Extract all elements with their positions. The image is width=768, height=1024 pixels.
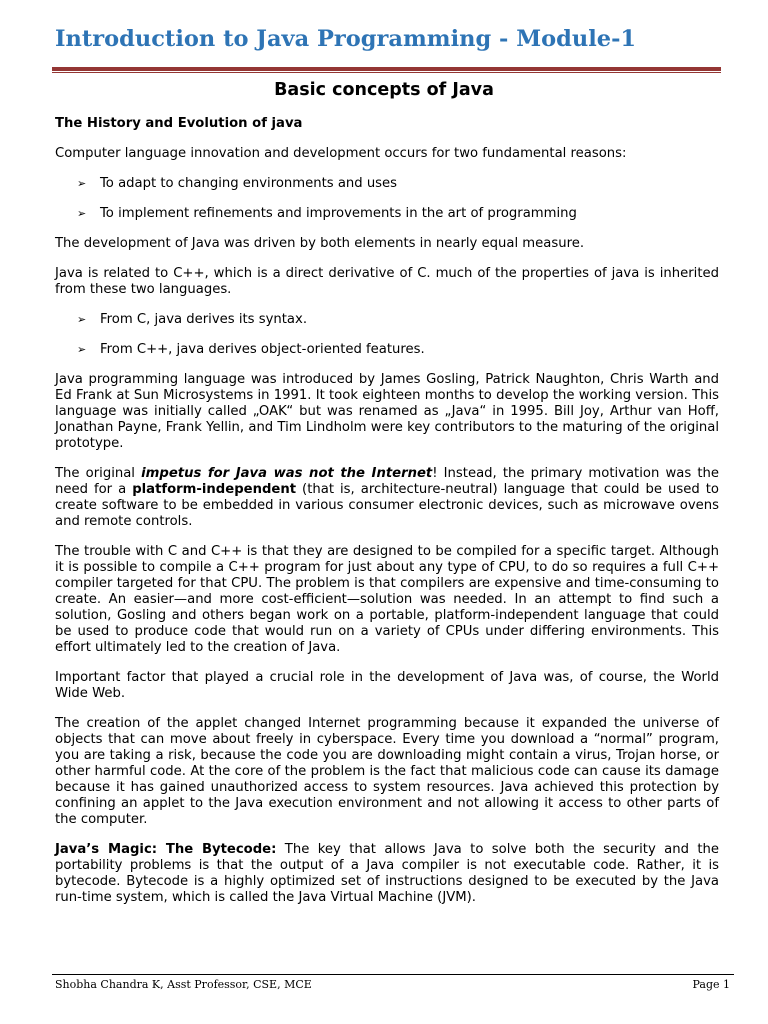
arrow-bullet-icon: ➢ xyxy=(77,313,87,326)
header-rule-thin xyxy=(52,72,721,73)
page-heading: Basic concepts of Java xyxy=(274,80,494,100)
list-item xyxy=(55,176,719,192)
paragraph: The trouble with C and C++ is that they are designed to be compiled for a specific target. Although it is possible to compile a C++ program for just about any type of CPU, to do so requires a full C++ compiler targeted for that CPU. The problem is that compilers are expensive and time-consuming to create. An easier—and more cost-efficient—solution was needed. In an attempt to find such a solution, Gosling and others began work on a portable, platform-independent language that could be used to produce code that would run on a variety of CPUs under differing environments. This effort ultimately led to the creation of Java. xyxy=(55,544,719,655)
text-run: (that is, architecture-neutral) language that could be used to create software to be embedded in various consumer electronic devices, such as microwave ovens and remote controls. xyxy=(55,482,720,529)
paragraph: Computer language innovation and development occurs for two fundamental reasons: xyxy=(55,146,627,161)
text-run: The key that allows Java to solve both the security and the portability problems is that the output of a Java compiler is not executable code. Rather, it is bytecode. Bytecode is a highly optimized set of instructions designed to be executed by the Java run-time system, which is called the Java Virtual Machine (JVM). xyxy=(55,842,720,905)
paragraph: The creation of the applet changed Internet programming because it expanded the universe of objects that can move about freely in cyberspace. Every time you download a “normal” program, you are taking a risk, because the code you are downloading might contain a virus, Trojan horse, or other harmful code. At the core of the problem is the fact that malicious code can cause its damage because it has gained unauthorized access to system resources. Java achieved this protection by confining an applet to the Java execution environment and not allowing it access to other parts of the computer. xyxy=(55,716,719,827)
list-item-text: To implement refinements and improvements in the art of programming xyxy=(100,206,577,221)
arrow-bullet-icon: ➢ xyxy=(77,207,87,220)
list-item xyxy=(55,342,719,358)
arrow-bullet-icon: ➢ xyxy=(77,343,87,356)
paragraph: Java is related to C++, which is a direct derivative of C. much of the properties of java is inherited from these two languages. xyxy=(55,266,719,297)
list-item-text: From C++, java derives object-oriented features. xyxy=(100,342,425,357)
arrow-bullet-icon: ➢ xyxy=(77,177,87,190)
page-number: Page 1 xyxy=(692,978,730,991)
bold-text: platform-independent xyxy=(132,482,297,497)
text-run: The original xyxy=(55,466,142,481)
section-heading: The History and Evolution of java xyxy=(55,116,303,131)
emphasis-text: impetus for Java was not the Internet xyxy=(141,466,433,481)
list-item-text: From C, java derives its syntax. xyxy=(100,312,308,327)
paragraph: Java programming language was introduced by James Gosling, Patrick Naughton, Chris Warth and Ed Frank at Sun Microsystems in 1991. It took eighteen months to develop the working version. This language was initially called „OAK“ but was renamed as „Java“ in 1995. Bill Joy, Arthur van Hoff, Jonathan Payne, Frank Yellin, and Tim Lindholm were key contributors to the maturing of the original prototype. xyxy=(55,372,719,451)
document-title: Introduction to Java Programming - Module-1 xyxy=(55,26,637,52)
paragraph: Important factor that played a crucial role in the development of Java was, of course, the World Wide Web. xyxy=(55,670,719,701)
text-run: ! Instead, the primary motivation was the need for a xyxy=(55,466,720,497)
list-item xyxy=(55,312,719,328)
bold-lead-text: Java’s Magic: The Bytecode: xyxy=(55,842,277,857)
footer-author: Shobha Chandra K, Asst Professor, CSE, MCE xyxy=(55,978,312,991)
paragraph xyxy=(55,466,719,530)
list-item-text: To adapt to changing environments and uses xyxy=(100,176,398,191)
list-item xyxy=(55,206,719,222)
document-body xyxy=(55,116,719,906)
header-rule-thick xyxy=(52,67,721,71)
paragraph: The development of Java was driven by both elements in nearly equal measure. xyxy=(55,236,585,251)
footer-rule xyxy=(52,974,734,975)
paragraph xyxy=(55,842,719,906)
